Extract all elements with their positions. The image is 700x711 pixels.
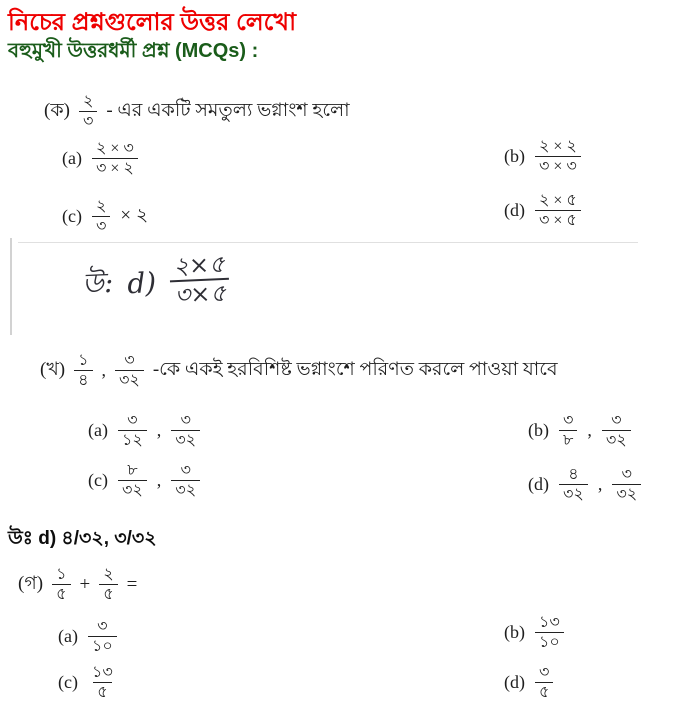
fraction-denominator: ৩ (79, 111, 97, 130)
fraction-numerator: ১ (56, 566, 67, 583)
fraction (612, 466, 641, 504)
handwritten-fraction (169, 249, 231, 310)
q2-option-d (528, 466, 641, 504)
fraction-numerator: ২ (95, 198, 107, 215)
q1-option-d (504, 192, 581, 230)
option-key: (c) (62, 206, 82, 227)
fraction-denominator: ৫ (52, 584, 70, 603)
fraction-numerator: ২ (82, 93, 94, 110)
question-2-fraction-1 (74, 352, 92, 390)
scan-artifact-line (18, 242, 638, 243)
fraction (535, 192, 581, 230)
question-3 (18, 566, 137, 604)
fraction (118, 462, 147, 500)
question-2-text: -কে একই হরবিশিষ্ট ভগ্নাংশে পরিণত করলে পাওয়া যাবে (152, 358, 558, 380)
fraction-denominator: ৩২ (171, 430, 200, 449)
option-suffix: × ২ (120, 204, 149, 226)
fraction-denominator: ৩২ (171, 480, 200, 499)
q3-option-c (58, 664, 117, 702)
fraction-denominator: ৩২ (602, 430, 631, 449)
fraction-denominator: ৩ (92, 216, 110, 235)
fraction-numerator: ৮ (127, 462, 138, 479)
fraction-numerator: ৩ (124, 352, 135, 369)
q3-option-a (58, 618, 117, 656)
fraction-denominator: ৪ (74, 370, 92, 389)
handwritten-answer-prefix: উ: (81, 265, 114, 300)
fraction-denominator: ১০ (535, 632, 564, 651)
fraction-numerator: ২ × ৫ (539, 192, 577, 209)
q1-handwritten-answer (81, 249, 231, 313)
fraction-denominator: ৩ × ৫ (535, 210, 581, 229)
question-1 (44, 93, 350, 131)
q1-option-b (504, 138, 581, 176)
fraction-numerator: ৩ (539, 664, 550, 681)
question-3-label: (গ) (18, 572, 44, 594)
q1-option-a (62, 140, 138, 178)
fraction (535, 614, 564, 652)
option-key: (b) (504, 622, 525, 643)
q1-option-c (62, 198, 148, 236)
separator-comma: , (587, 420, 592, 441)
fraction-numerator: ১ (78, 352, 89, 369)
option-key: (a) (88, 420, 108, 441)
fraction-denominator: ৩×৫ (170, 278, 230, 309)
option-key: (b) (504, 146, 525, 167)
question-3-fraction-2 (99, 566, 117, 604)
fraction-numerator: ৩ (127, 412, 138, 429)
fraction-numerator: ৩ (97, 618, 108, 635)
fraction (602, 412, 631, 450)
fraction (171, 462, 200, 500)
fraction-numerator: ৩ (611, 412, 622, 429)
fraction-numerator: ১৩ (539, 614, 560, 631)
option-key: (a) (58, 626, 78, 647)
fraction-numerator: ৩ (621, 466, 632, 483)
q3-option-d (504, 664, 553, 702)
question-2-fraction-2 (115, 352, 144, 390)
equals-sign: = (126, 573, 138, 595)
handwritten-answer-choice: d) (126, 265, 157, 300)
fraction-denominator: ৩২ (118, 480, 147, 499)
fraction-denominator: ১০ (88, 636, 117, 655)
question-2 (40, 352, 558, 390)
fraction-numerator: ৩ (180, 412, 191, 429)
separator-comma: , (101, 360, 107, 381)
scan-artifact-line (10, 238, 12, 335)
option-key: (b) (528, 420, 549, 441)
option-key: (d) (504, 200, 525, 221)
page-title: নিচের প্রশ্নগুলোর উত্তর লেখো (8, 9, 297, 36)
fraction-numerator: ২ × ২ (539, 138, 577, 155)
q3-option-b (504, 614, 564, 652)
fraction (559, 466, 588, 504)
option-key: (a) (62, 148, 82, 169)
fraction-numerator: ৪ (568, 466, 579, 483)
fraction (559, 412, 577, 450)
q2-option-c (88, 462, 200, 500)
fraction-numerator: ৩ (180, 462, 191, 479)
fraction-numerator: ২×৫ (172, 249, 226, 281)
separator-comma: , (156, 470, 162, 491)
fraction (171, 412, 200, 450)
fraction-denominator: ৩২ (115, 370, 144, 389)
fraction-denominator: ৮ (559, 430, 577, 449)
fraction-denominator: ১২ (118, 430, 147, 449)
fraction-denominator: ৩ × ৩ (535, 156, 581, 175)
fraction-denominator: ৩২ (612, 484, 641, 503)
option-key: (d) (504, 672, 525, 693)
fraction-denominator: ৩ × ২ (92, 158, 138, 177)
fraction-denominator: ৫ (93, 682, 111, 701)
fraction (535, 664, 553, 702)
fraction (535, 138, 581, 176)
fraction-numerator: ২ (103, 566, 114, 583)
q2-option-a (88, 412, 200, 450)
question-1-text: - এর একটি সমতুল্য ভগ্নাংশ হলো (106, 99, 350, 121)
plus-operator: + (79, 573, 91, 595)
question-3-fraction-1 (52, 566, 70, 604)
fraction-numerator: ১৩ (91, 664, 113, 681)
page-subtitle: বহুমুখী উত্তরধর্মী প্রশ্ন (MCQs) : (8, 40, 259, 62)
option-key: (c) (88, 470, 108, 491)
separator-comma: , (597, 474, 603, 495)
option-key: (d) (528, 474, 549, 495)
question-2-label: (খ) (40, 358, 66, 380)
separator-comma: , (156, 420, 162, 441)
fraction-numerator: ২ × ৩ (95, 140, 134, 157)
question-1-fraction (79, 93, 97, 131)
fraction (88, 664, 117, 702)
question-1-label: (ক) (44, 99, 70, 121)
fraction (88, 618, 117, 656)
q2-answer: উঃ d) ৪/৩২, ৩/৩২ (8, 528, 157, 549)
q2-option-b (528, 412, 631, 450)
fraction (118, 412, 147, 450)
fraction-denominator: ৫ (535, 682, 553, 701)
fraction (92, 140, 138, 178)
fraction-denominator: ৫ (99, 584, 117, 603)
fraction-denominator: ৩২ (559, 484, 588, 503)
fraction (92, 198, 110, 236)
fraction-numerator: ৩ (563, 412, 574, 429)
option-key: (c) (58, 672, 78, 693)
